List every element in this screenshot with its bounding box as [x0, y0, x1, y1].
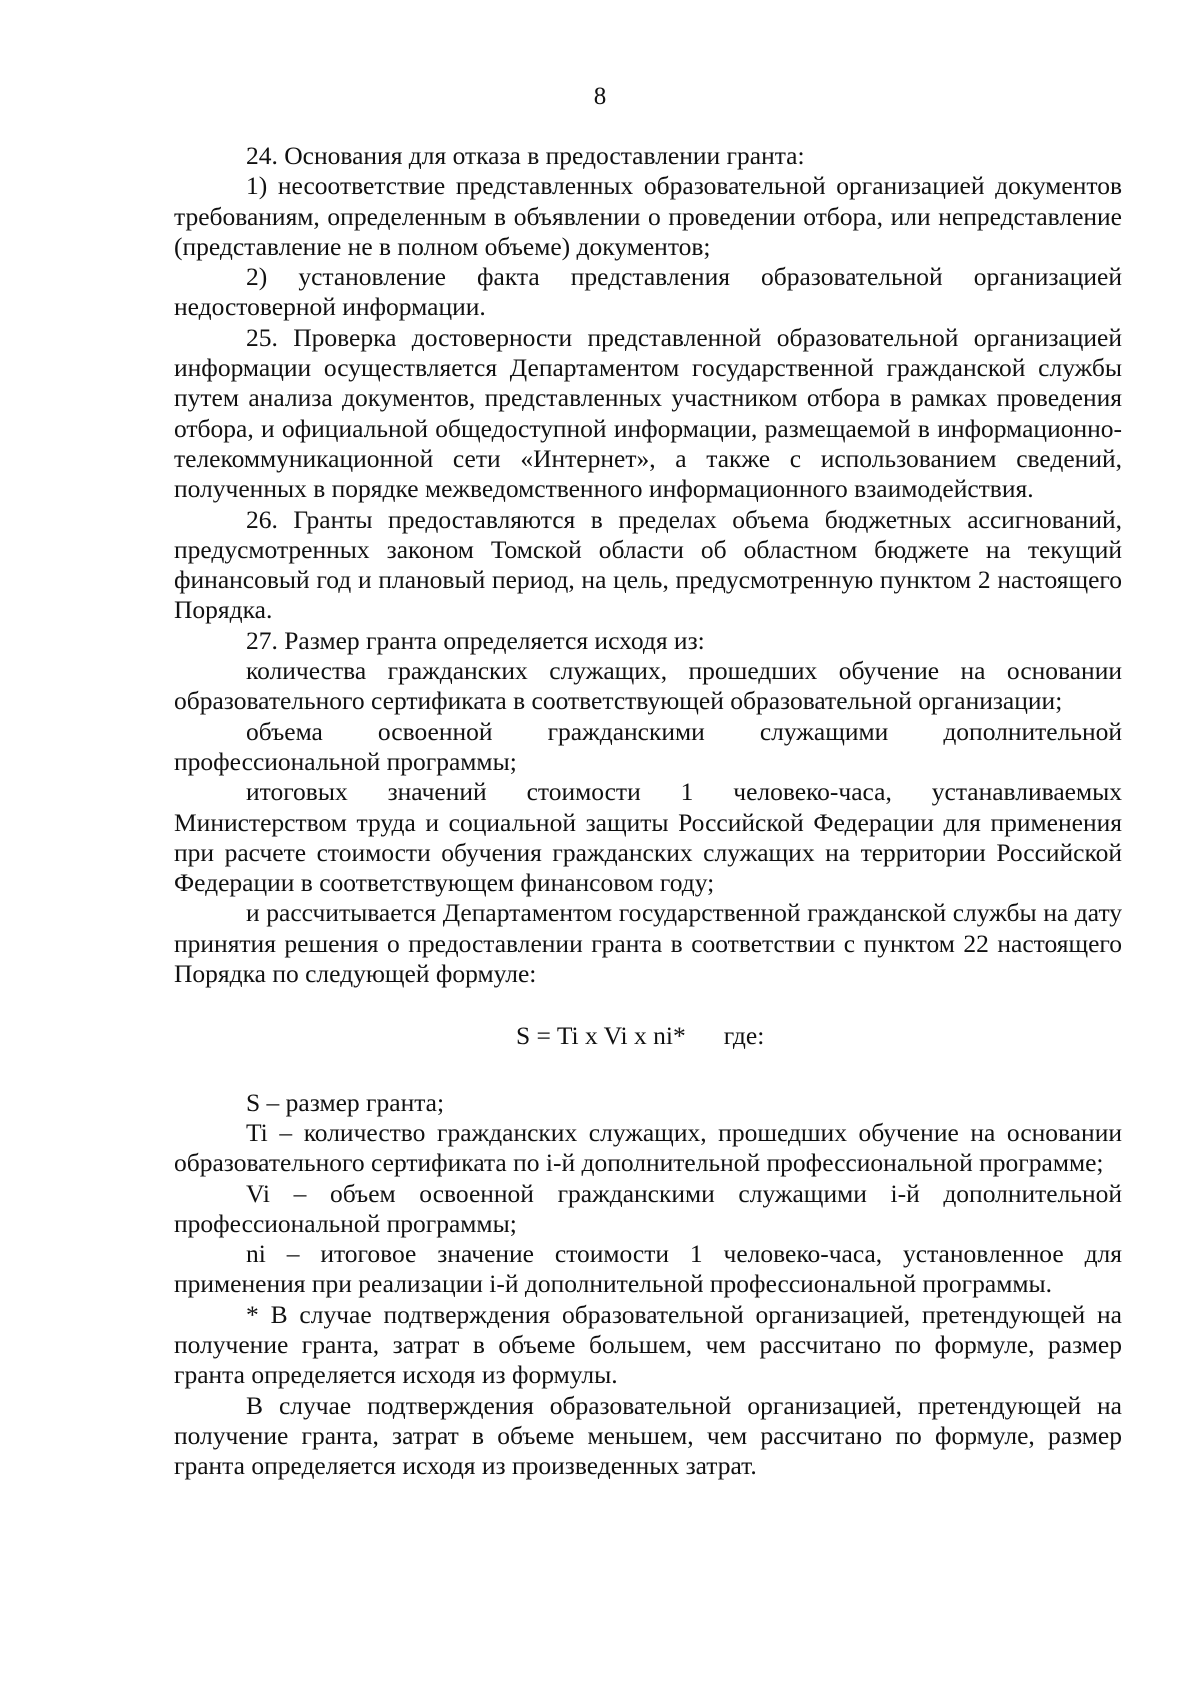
paragraph-24-item-1: 1) несоответствие представленных образовательной организацией документов требованиям, определенным в объявлении о проведении отбора, или непредставление (представление не в полном объеме) документов; [174, 171, 1122, 261]
paragraph-25: 25. Проверка достоверности представленной образовательной организацией информации осуществляется Департаментом государственной гражданской службы путем анализа документов, представленных участником отбора в рамках проведения отбора, и официальной общедоступной информации, размещаемой в информационно-телекоммуникационной сети «Интернет», а также с использованием сведений, полученных в порядке межведомственного информационного взаимодействия. [174, 322, 1122, 504]
definition-ti: Ti – количество гражданских служащих, прошедших обучение на основании образовательного сертификата по i-й дополнительной профессиональной программе; [174, 1117, 1122, 1178]
document-body [174, 141, 1122, 1481]
paragraph-26: 26. Гранты предоставляются в пределах объема бюджетных ассигнований, предусмотренных законом Томской области об областном бюджете на текущий финансовый год и плановый период, на цель, предусмотренную пунктом 2 настоящего Порядка. [174, 504, 1122, 625]
footnote-greater: * В случае подтверждения образовательной организацией, претендующей на получение гранта, затрат в объеме большем, чем рассчитано по формуле, размер гранта определяется исходя из формулы. [174, 1299, 1122, 1390]
paragraph-27-item-2: объема освоенной гражданскими служащими дополнительной профессиональной программы; [174, 716, 1122, 776]
paragraph-24: 24. Основания для отказа в предоставлении гранта: [246, 141, 805, 170]
footnote-lesser: В случае подтверждения образовательной организацией, претендующей на получение гранта, затрат в объеме меньшем, чем рассчитано по формуле, размер гранта определяется исходя из произведенных затрат. [174, 1390, 1122, 1481]
definition-vi: Vi – объем освоенной гражданскими служащими i-й дополнительной профессиональной программы; [174, 1178, 1122, 1238]
formula-line [174, 1021, 1122, 1051]
paragraph-24-item-2: 2) установление факта представления образовательной организацией недостоверной информации. [174, 262, 1122, 322]
paragraph-27-calculation: и рассчитывается Департаментом государственной гражданской службы на дату принятия решения о предоставлении гранта в соответствии с пунктом 22 настоящего Порядка по следующей формуле: [174, 898, 1122, 989]
definition-ni: ni – итоговое значение стоимости 1 человеко-часа, установленное для применения при реализации i-й дополнительной профессиональной программы. [174, 1239, 1122, 1299]
definition-s: S – размер гранта; [246, 1087, 445, 1117]
paragraph-27: 27. Размер гранта определяется исходя из: [246, 625, 705, 655]
formula-where: где: [723, 1021, 765, 1051]
paragraph-27-item-1: количества гражданских служащих, прошедших обучение на основании образовательного сертификата в соответствующей образовательной организации; [174, 656, 1122, 716]
formula-expression: S = Ti x Vi x ni* [516, 1021, 686, 1051]
paragraph-27-item-3: итоговых значений стоимости 1 человеко-часа, устанавливаемых Министерством труда и социальной защиты Российской Федерации для применения при расчете стоимости обучения гражданских служащих на территории Российской Федерации в соответствующем финансовом году; [174, 777, 1122, 898]
page-number: 8 [593, 83, 607, 110]
